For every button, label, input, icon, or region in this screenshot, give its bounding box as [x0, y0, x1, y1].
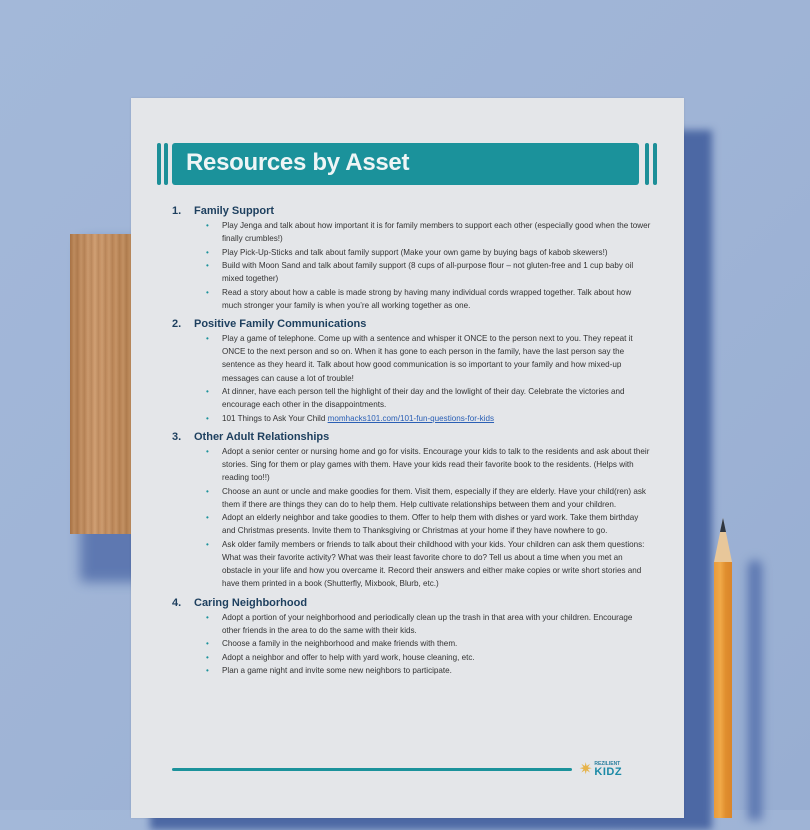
list-item: [206, 332, 652, 385]
list-item: [206, 219, 652, 245]
list-item-text: Choose a family in the neighborhood and make friends with them.: [222, 639, 458, 649]
list-item: [206, 637, 652, 650]
banner-stripe: [164, 143, 168, 185]
section-title: Family Support: [194, 205, 275, 217]
list-item: [206, 286, 652, 312]
list-item-text: At dinner, have each person tell the highlight of their day and the lowlight of their day. Celebrate the victories and encourage each other in the disappointments.: [222, 386, 625, 410]
section: [172, 316, 652, 425]
bullet-icon: •: [206, 639, 209, 649]
list-item-text: Adopt a neighbor and offer to help with yard work, house cleaning, etc.: [222, 652, 475, 662]
logo-top-text: REZILIENT: [594, 761, 621, 767]
star-kids-icon: ✷: [579, 761, 593, 778]
bullet-list: [172, 332, 652, 425]
section-heading: [172, 316, 652, 332]
bullet-icon: •: [206, 446, 209, 456]
logo-bottom-text: KIDZ: [594, 766, 623, 778]
list-item-text: Play Jenga and talk about how important it is for family members to support each other (especially good when the tower finally crumbles!): [222, 221, 651, 244]
list-item-text: Choose an aunt or uncle and make goodies for them. Visit them, especially if they are elderly. Have your child(ren) ask them if there are things they can do to help them. Help cultivate relationships between them and your children.: [222, 486, 646, 509]
list-item-text: Adopt an elderly neighbor and take goodies to them. Offer to help them with dishes or yard work. Take them birthday and Christmas presents. Invite them to Thanksgiving or Christmas at your home if they have nowhere to go.: [222, 513, 639, 536]
section-number: 4.: [172, 596, 182, 609]
banner-stripe: [653, 143, 657, 185]
section: [172, 203, 652, 312]
pencil: [714, 518, 732, 818]
list-item-text: Play Pick-Up-Sticks and talk about family support (Make your own game by buying bags of kabob skewers!): [222, 247, 608, 257]
title-banner: [155, 141, 660, 187]
section: [172, 595, 652, 678]
bullet-icon: •: [206, 260, 209, 270]
section-number: 2.: [172, 317, 182, 330]
list-item: [206, 445, 652, 485]
bullet-icon: •: [206, 539, 209, 549]
bullet-icon: •: [206, 287, 209, 297]
list-item: [206, 385, 652, 411]
bullet-icon: •: [206, 333, 209, 343]
list-item-text: Adopt a portion of your neighborhood and periodically clean up the trash in that area with your children. Encourage other friends in the area to do the same with their kids.: [222, 612, 633, 635]
list-item: [206, 259, 652, 285]
bullet-icon: •: [206, 652, 209, 662]
section-number: 3.: [172, 430, 182, 443]
section-title: Caring Neighborhood: [194, 596, 308, 609]
section-number: 1.: [172, 205, 182, 217]
section: [172, 429, 652, 591]
pencil-lead: [720, 518, 726, 532]
section-title: Positive Family Communications: [194, 317, 367, 330]
bullet-icon: •: [206, 386, 209, 396]
pencil-body: [714, 562, 732, 818]
list-item: [206, 511, 652, 537]
list-item: [206, 651, 652, 664]
footer-divider: [172, 768, 572, 771]
list-item: [206, 611, 652, 637]
section-heading: [172, 595, 652, 611]
page-title: Resources by Asset: [186, 149, 410, 176]
list-item-text: Play a game of telephone. Come up with a sentence and whisper it ONCE to the person next to you. They repeat it ONCE to the next person and so on. When it has gone to each person in the family, have the last person say the sentence as they heard it. Talk about how good communication is so important to your family and how mixed-up messages can cause a lot of trouble!: [222, 333, 633, 383]
list-item: [206, 664, 652, 677]
bullet-icon: •: [206, 665, 209, 675]
section-title: Other Adult Relationships: [194, 430, 330, 443]
bullet-list: [172, 445, 652, 591]
bullet-icon: •: [206, 247, 209, 257]
bullet-icon: •: [206, 221, 209, 230]
list-item-text: Ask older family members or friends to talk about their childhood with your kids. Your children can ask them questions: What was their favorite activity? What was their least favorite chore to do? Tell us about a time when you met an obstacle in your life and how you overcame it. Record their answers and either make copies or write short stories and have them printed in a book (Shutterfly, Mixbook, Blurb, etc.): [222, 539, 645, 589]
bullet-list: [172, 219, 652, 312]
resource-link[interactable]: momhacks101.com/101-fun-questions-for-kids: [327, 413, 495, 423]
bullet-icon: •: [206, 486, 209, 496]
list-item: [206, 485, 652, 511]
list-item: [206, 246, 652, 259]
bullet-list: [172, 611, 652, 678]
pencil-shadow: [748, 560, 762, 820]
list-item-text: Read a story about how a cable is made strong by having many individual cords wrapped together. Talk about how much stronger your family is when you’re all working together as one.: [222, 287, 632, 310]
banner-fill: [172, 143, 639, 185]
list-item: [206, 538, 652, 591]
list-item-text: Plan a game night and invite some new neighbors to participate.: [222, 665, 452, 675]
bullet-icon: •: [206, 413, 209, 423]
rezilient-kidz-logo: [579, 759, 649, 781]
list-item-text: Build with Moon Sand and talk about family support (8 cups of all-purpose flour – not gluten-free and 1 cup baby oil mixed together): [222, 260, 634, 284]
document-body: [172, 203, 652, 681]
bullet-icon: •: [206, 513, 209, 523]
list-item-text: 101 Things to Ask Your Child: [222, 413, 328, 423]
wood-block: [70, 234, 132, 534]
banner-stripe: [157, 143, 161, 185]
bullet-icon: •: [206, 612, 209, 622]
section-heading: [172, 429, 652, 445]
list-item: [206, 412, 652, 425]
list-item-text: Adopt a senior center or nursing home and go for visits. Encourage your kids to talk to the residents and ask about their stories. Sing for them or play games with them. Have your kids read their favorite book to the residents. (Helps with reading too!!): [222, 446, 650, 483]
banner-stripe: [645, 143, 649, 185]
section-heading: [172, 203, 652, 219]
